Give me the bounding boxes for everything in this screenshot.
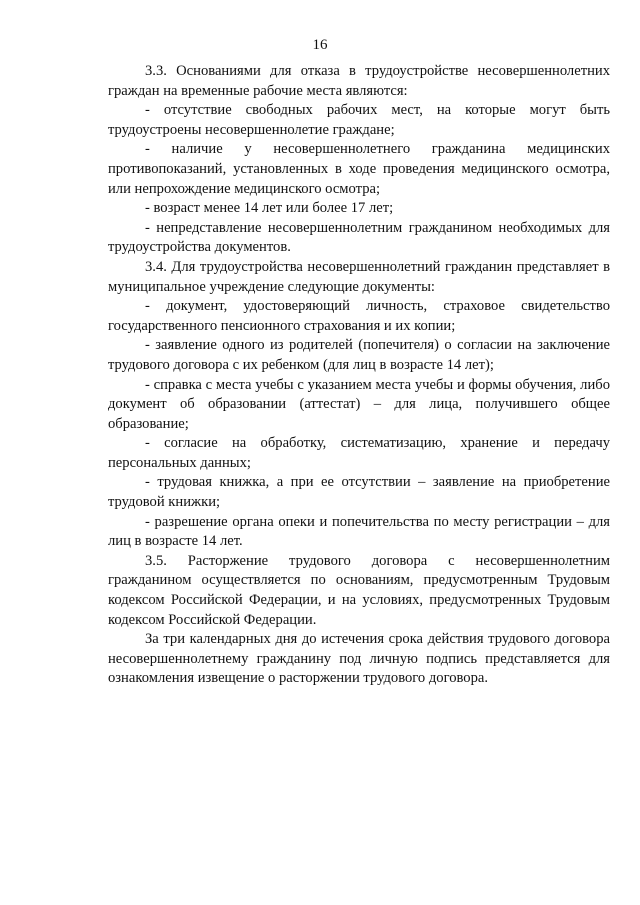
paragraph-notice: За три календарных дня до истечения срока действия трудового договора несовершеннолетнему гражданину под личную подпись представляется для ознакомления извещение о расторжении трудового договора. [108, 631, 610, 687]
list-item: - непредставление несовершеннолетним гражданином необходимых для трудоустройства документов. [108, 219, 610, 256]
list-item: - заявление одного из родителей (попечителя) о согласии на заключение трудового договора с их ребенком (для лиц в возрасте 14 лет); [108, 337, 610, 373]
list-item: - наличие у несовершеннолетнего гражданина медицинских противопоказаний, установленных в ходе проведения медицинского осмотра, или непрохождение медицинского осмотра; [108, 141, 610, 197]
document-body [108, 62, 610, 689]
paragraph-3-4-heading: 3.4. Для трудоустройства несовершеннолетний гражданин представляет в муниципальное учреждение следующие документы: [108, 258, 610, 295]
list-item: - разрешение органа опеки и попечительства по месту регистрации – для лиц в возрасте 14 лет. [108, 513, 610, 550]
list-item: - документ, удостоверяющий личность, страховое свидетельство государственного пенсионного страхования и их копии; [108, 298, 610, 334]
paragraph-3-5: 3.5. Расторжение трудового договора с несовершеннолетним гражданином осуществляется по основаниям, предусмотренным Трудовым кодексом Российской Федерации, и на условиях, предусмотренных Трудовым кодексом Российской Федерации. [108, 552, 610, 628]
list-item: - отсутствие свободных рабочих мест, на которые могут быть трудоустроены несовершеннолетие граждане; [108, 102, 610, 138]
list-item: - справка с места учебы с указанием места учебы и формы обучения, либо документ об образовании (аттестат) – для лица, получившего общее образование; [108, 376, 610, 432]
page-number: 16 [312, 37, 328, 53]
list-item: - возраст менее 14 лет или более 17 лет; [145, 200, 394, 217]
list-item: - согласие на обработку, систематизацию, хранение и передачу персональных данных; [108, 435, 610, 471]
paragraph-3-3-heading: 3.3. Основаниями для отказа в трудоустройстве несовершеннолетних граждан на временные рабочие места являются: [108, 63, 610, 99]
list-item: - трудовая книжка, а при ее отсутствии – заявление на приобретение трудовой книжки; [108, 474, 610, 511]
